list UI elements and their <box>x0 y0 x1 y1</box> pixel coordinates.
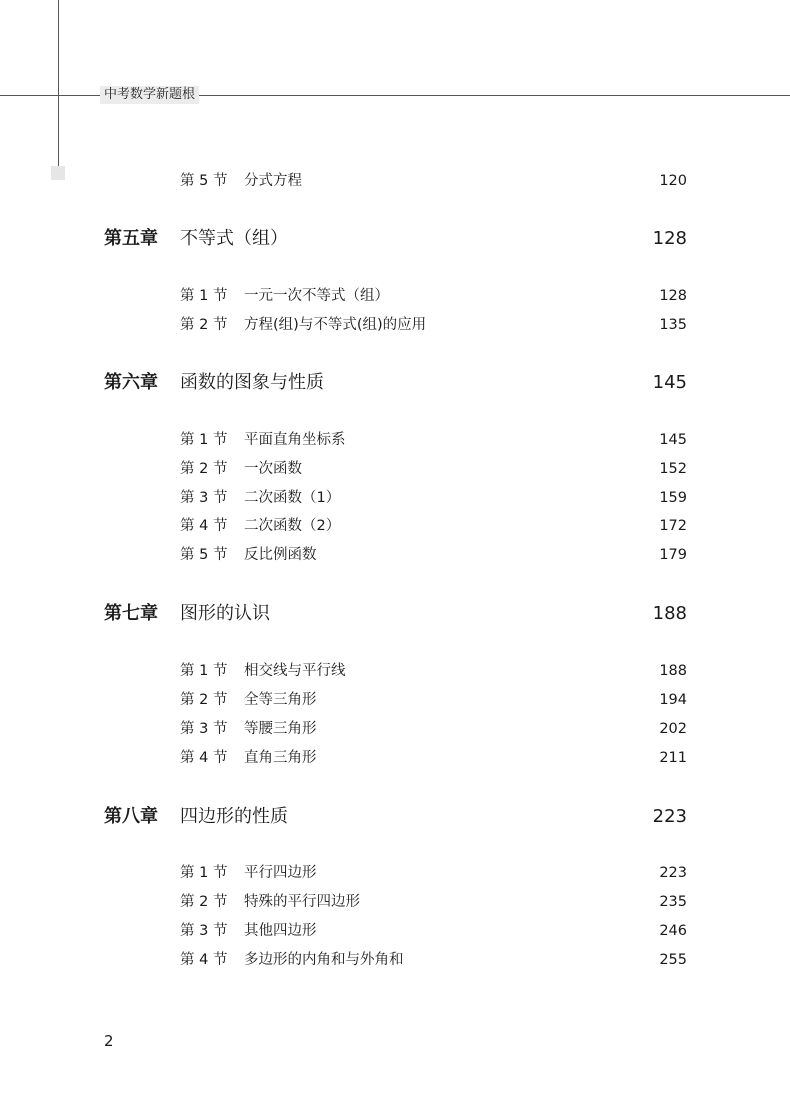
page-number: 120 <box>659 173 687 189</box>
chapter-number: 第七章 <box>104 603 158 624</box>
page-number: 223 <box>659 865 687 881</box>
section-title: 特殊的平行四边形 <box>244 894 360 910</box>
page-number: 179 <box>659 547 687 563</box>
section-number: 第 2 节 <box>180 692 228 708</box>
section-title: 一元一次不等式（组） <box>244 288 389 304</box>
toc-section-row[interactable] <box>0 488 790 508</box>
page-number: 202 <box>659 721 687 737</box>
page-number: 152 <box>659 461 687 477</box>
toc-chapter-row[interactable] <box>0 804 790 830</box>
toc-section-row[interactable] <box>0 516 790 536</box>
section-number: 第 3 节 <box>180 490 228 506</box>
toc-section-row[interactable] <box>0 690 790 710</box>
vertical-rule <box>58 0 59 170</box>
section-title: 直角三角形 <box>244 750 317 766</box>
toc-section-row[interactable] <box>0 748 790 768</box>
toc-section-row[interactable] <box>0 863 790 883</box>
page-number: 135 <box>659 317 687 333</box>
section-number: 第 5 节 <box>180 173 228 189</box>
section-title: 多边形的内角和与外角和 <box>244 952 404 968</box>
section-number: 第 1 节 <box>180 865 228 881</box>
toc-section-row[interactable] <box>0 661 790 681</box>
section-title: 二次函数（1） <box>244 490 341 506</box>
section-number: 第 2 节 <box>180 894 228 910</box>
running-header: 中考数学新题根 <box>100 86 199 104</box>
section-title: 平面直角坐标系 <box>244 432 346 448</box>
section-number: 第 1 节 <box>180 663 228 679</box>
page-number: 246 <box>659 923 687 939</box>
section-number: 第 4 节 <box>180 518 228 534</box>
section-title: 分式方程 <box>244 173 302 189</box>
section-title: 一次函数 <box>244 461 302 477</box>
chapter-title: 四边形的性质 <box>180 806 288 827</box>
section-number: 第 2 节 <box>180 461 228 477</box>
section-title: 相交线与平行线 <box>244 663 346 679</box>
chapter-number: 第八章 <box>104 806 158 827</box>
page-number: 223 <box>652 806 687 827</box>
section-number: 第 3 节 <box>180 923 228 939</box>
page-number: 194 <box>659 692 687 708</box>
page-number: 211 <box>659 750 687 766</box>
section-number: 第 1 节 <box>180 432 228 448</box>
section-number: 第 1 节 <box>180 288 228 304</box>
page-number: 188 <box>659 663 687 679</box>
page-number: 128 <box>659 288 687 304</box>
section-number: 第 4 节 <box>180 750 228 766</box>
page-number: 145 <box>652 372 687 393</box>
toc-section-row[interactable] <box>0 545 790 565</box>
section-number: 第 4 节 <box>180 952 228 968</box>
toc-section-row[interactable] <box>0 171 790 191</box>
toc-chapter-row[interactable] <box>0 226 790 252</box>
chapter-title: 不等式（组） <box>180 228 288 249</box>
toc-section-row[interactable] <box>0 892 790 912</box>
section-number: 第 2 节 <box>180 317 228 333</box>
chapter-title: 图形的认识 <box>180 603 270 624</box>
section-title: 全等三角形 <box>244 692 317 708</box>
toc-section-row[interactable] <box>0 286 790 306</box>
section-title: 平行四边形 <box>244 865 317 881</box>
chapter-number: 第六章 <box>104 372 158 393</box>
toc-section-row[interactable] <box>0 430 790 450</box>
toc-section-row[interactable] <box>0 459 790 479</box>
section-title: 其他四边形 <box>244 923 317 939</box>
page-number: 255 <box>659 952 687 968</box>
chapter-number: 第五章 <box>104 228 158 249</box>
page-number: 159 <box>659 490 687 506</box>
page-number: 235 <box>659 894 687 910</box>
page-number: 145 <box>659 432 687 448</box>
toc-section-row[interactable] <box>0 719 790 739</box>
chapter-title: 函数的图象与性质 <box>180 372 324 393</box>
section-number: 第 5 节 <box>180 547 228 563</box>
toc-section-row[interactable] <box>0 950 790 970</box>
section-title: 方程(组)与不等式(组)的应用 <box>244 317 427 333</box>
section-title: 等腰三角形 <box>244 721 317 737</box>
page-number: 128 <box>652 228 687 249</box>
page-number: 188 <box>652 603 687 624</box>
page-number: 172 <box>659 518 687 534</box>
toc-chapter-row[interactable] <box>0 370 790 396</box>
section-title: 反比例函数 <box>244 547 317 563</box>
toc-chapter-row[interactable] <box>0 601 790 627</box>
toc-section-row[interactable] <box>0 315 790 335</box>
section-title: 二次函数（2） <box>244 518 341 534</box>
section-number: 第 3 节 <box>180 721 228 737</box>
page-footer-number: 2 <box>104 1032 114 1050</box>
toc-section-row[interactable] <box>0 921 790 941</box>
